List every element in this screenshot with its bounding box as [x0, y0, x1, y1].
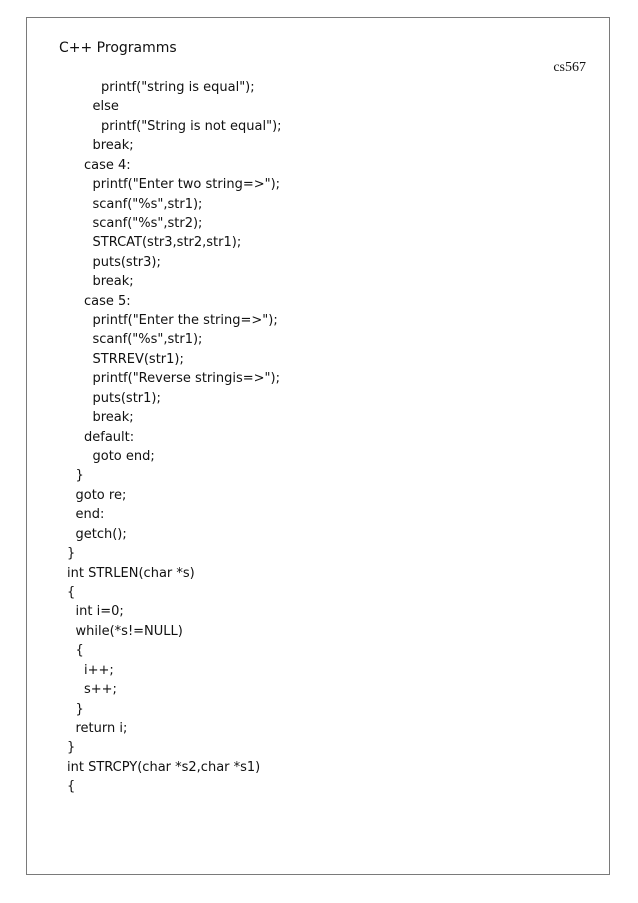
code-line: int i=0;	[75, 604, 124, 620]
code-line: scanf("%s",str2);	[92, 215, 203, 231]
code-line: }	[67, 740, 76, 756]
code-line: default:	[84, 429, 135, 445]
code-line: int STRCPY(char *s2,char *s1)	[67, 759, 261, 775]
code-line: {	[67, 584, 76, 600]
code-line: printf("Reverse stringis=>");	[92, 371, 280, 387]
code-line: {	[75, 643, 84, 659]
code-listing	[67, 78, 282, 797]
code-line: end:	[75, 507, 105, 523]
code-line: getch();	[75, 526, 127, 542]
page-header-code: cs567	[553, 60, 586, 75]
code-line: printf("Enter the string=>");	[92, 313, 278, 329]
code-line: case 5:	[84, 293, 131, 309]
code-line: puts(str3);	[92, 254, 161, 270]
code-line: puts(str1);	[92, 390, 161, 406]
code-line: STRREV(str1);	[92, 351, 184, 367]
code-line: printf("String is not equal");	[101, 118, 282, 134]
page-header-title: C++ Programms	[59, 40, 177, 56]
code-line: break;	[92, 138, 134, 154]
code-line: scanf("%s",str1);	[92, 196, 203, 212]
code-line: return i;	[75, 720, 128, 736]
code-line: break;	[92, 274, 134, 290]
code-line: }	[67, 546, 76, 562]
code-line: while(*s!=NULL)	[75, 623, 183, 639]
code-line: goto re;	[75, 487, 127, 503]
code-line: s++;	[84, 682, 117, 698]
code-line: i++;	[84, 662, 114, 678]
code-line: case 4:	[84, 157, 131, 173]
code-line: else	[92, 99, 119, 115]
code-line: int STRLEN(char *s)	[67, 565, 195, 581]
code-line: goto end;	[92, 449, 155, 465]
code-line: }	[75, 468, 84, 484]
code-line: {	[67, 779, 76, 795]
code-line: printf("Enter two string=>");	[92, 177, 281, 193]
code-line: scanf("%s",str1);	[92, 332, 203, 348]
code-line: printf("string is equal");	[101, 80, 255, 95]
code-line: }	[75, 701, 84, 717]
code-line: break;	[92, 410, 134, 426]
code-line: STRCAT(str3,str2,str1);	[92, 235, 242, 251]
